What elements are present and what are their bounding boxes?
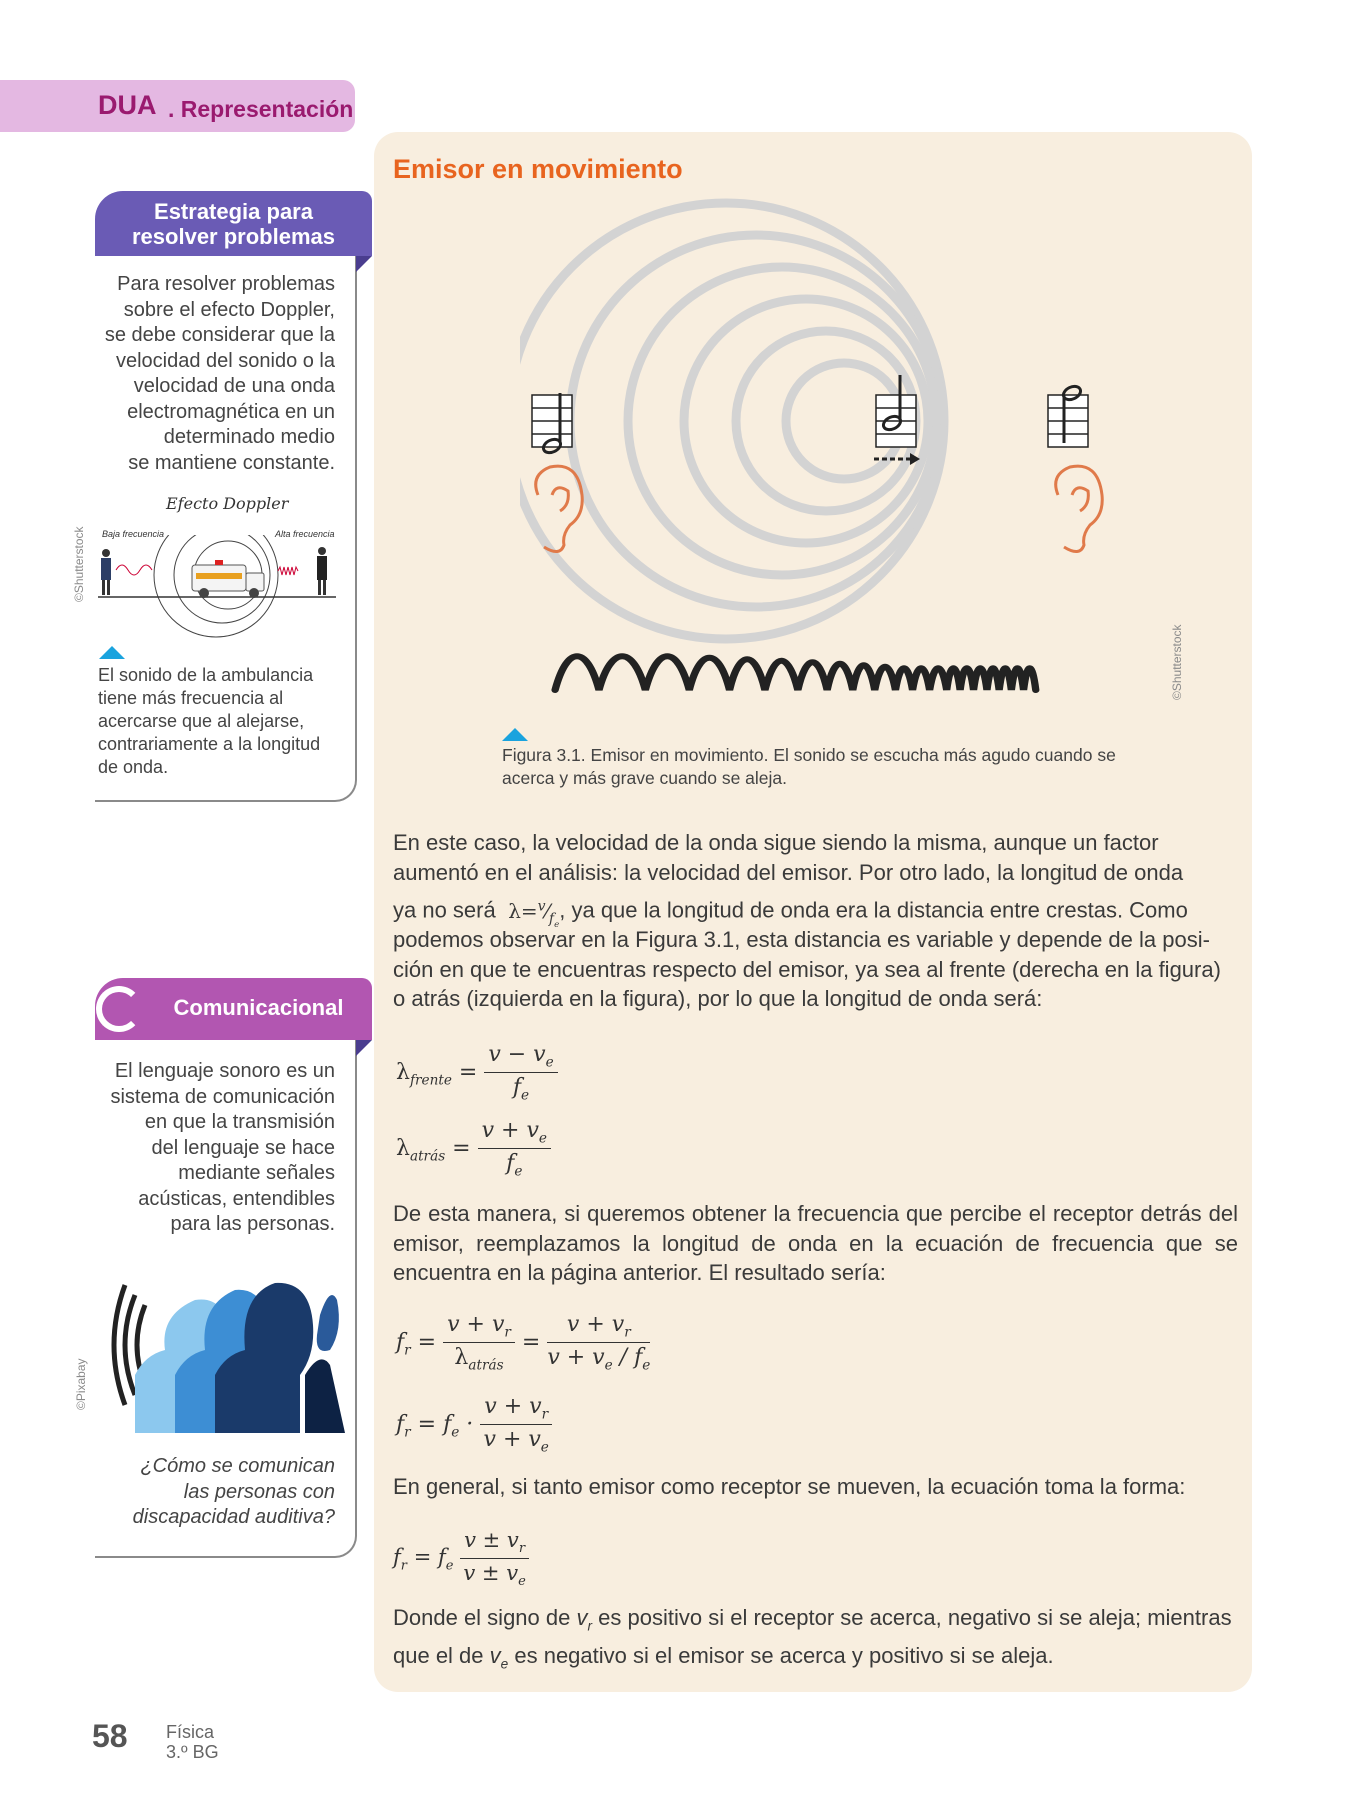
dua-tab	[0, 80, 355, 132]
question-line: discapacidad auditiva?	[132, 1506, 335, 1528]
strategy-line: electromagnética en un	[127, 400, 335, 423]
fr-equation-2: $f_r = f_e$ · $\frac{v + v_r}{v + v_e}$	[396, 1394, 552, 1456]
strategy-line: sobre el efecto Doppler,	[123, 298, 335, 321]
strategy-line: velocidad del sonido o la	[115, 349, 335, 372]
grade-label: 3.º BG	[166, 1742, 219, 1762]
high-frequency-label: Alta frecuencia	[275, 529, 335, 539]
paragraph-line	[393, 887, 1238, 930]
caption-line: acercarse que al alejarse,	[98, 711, 305, 731]
lambda-back-equation: $\lambda_{atrás}$ = $\frac{v + v_e}{f_e}$	[396, 1118, 551, 1180]
communication-line: en que la transmisión	[144, 1111, 335, 1133]
hearing-people-image	[105, 1255, 345, 1433]
paragraph-fragment: que el de	[393, 1642, 484, 1668]
doppler-caption	[98, 664, 348, 779]
communication-icon	[96, 986, 142, 1032]
paragraph-fragment: es positivo si el receptor se acerca, negativo si se aleja; mientras	[598, 1605, 1232, 1630]
fold-corner	[356, 1040, 372, 1056]
low-frequency-label: Baja frecuencia	[102, 529, 165, 539]
paragraph-line: o atrás (izquierda en la figura), por lo que la longitud de onda será:	[393, 986, 1043, 1011]
pixabay-credit: ©Pixabay	[74, 1358, 88, 1410]
moving-emitter-figure	[520, 195, 1120, 735]
strategy-line: se mantiene constante.	[128, 451, 335, 474]
footer-subject	[166, 1722, 219, 1762]
caption-marker-icon	[99, 646, 125, 659]
caption-line: de onda.	[98, 757, 169, 777]
paragraph-line: podemos observar en la Figura 3.1, esta distancia es variable y depende de la posi-	[393, 927, 1210, 952]
strategy-text	[90, 272, 335, 476]
lambda-front-equation: $\lambda_{frente}$ = $\frac{v - v_e}{f_e}$	[396, 1042, 558, 1104]
doppler-credit: ©Shutterstock	[72, 526, 86, 602]
paragraph-fragment: Donde el signo de	[393, 1605, 571, 1630]
paragraph-1	[393, 828, 1238, 1014]
fr-equation-1: $f_r$ = $\frac{v + v_r}{\lambda_{atrás}}$ = $\frac{v + v_r}{v + v_e / f_e}$	[396, 1312, 651, 1374]
communication-question	[90, 1454, 335, 1531]
vr-symbol: $v_r$	[576, 1605, 593, 1634]
paragraph-line	[393, 1603, 1238, 1641]
strategy-line: determinado medio	[163, 426, 335, 448]
communication-line: acústicas, entendibles	[138, 1187, 335, 1210]
general-doppler-equation: $f_r = f_e$ $\frac{v \pm v_r}{v \pm v_e}$	[393, 1528, 529, 1589]
dua-label: DUA	[98, 90, 157, 120]
paragraph-fragment: es negativo si el emisor se acerca y positivo si se aleja.	[514, 1642, 1054, 1668]
paragraph-fragment: , ya que la longitud de onda era la distancia entre crestas. Como	[559, 897, 1188, 923]
paragraph-fragment: ya no será	[393, 897, 496, 923]
caption-line: tiene más frecuencia al	[98, 688, 284, 708]
strategy-heading-line: Estrategia para	[154, 199, 313, 224]
communication-line: del lenguaje se hace	[151, 1136, 335, 1159]
paragraph-line: aumentó en el análisis: la velocidad del emisor. Por otro lado, la longitud de onda	[393, 859, 1184, 885]
subject-label: Física	[166, 1722, 215, 1742]
question-line: las personas con	[183, 1480, 335, 1503]
figure-caption: Figura 3.1. Emisor en movimiento. El sonido se escucha más agudo cuando se acerca y más grave cuando se aleja.	[502, 745, 1116, 788]
strategy-line: se debe considerar que la	[104, 324, 335, 346]
strategy-heading	[95, 191, 372, 256]
question-line: ¿Cómo se comunican	[140, 1455, 335, 1477]
communication-text	[90, 1059, 335, 1238]
paragraph-line: ción en que te encuentras respecto del emisor, ya sea al frente (derecha en la figura)	[393, 956, 1221, 982]
strategy-line: Para resolver problemas	[117, 273, 335, 295]
ve-symbol: $v_e$	[489, 1642, 509, 1672]
doppler-illustration	[96, 535, 341, 645]
section-title: Emisor en movimiento	[393, 154, 683, 184]
dua-sublabel: . Representación	[168, 96, 354, 122]
paragraph-2: De esta manera, si queremos obtener la frecuencia que percibe el receptor detrás del emisor, reemplazamos la longitud de onda en la ecuación de frecuencia que se encuentra en la página anterior. El resultado sería:	[393, 1201, 1238, 1285]
communication-line: para las personas.	[170, 1213, 335, 1235]
doppler-figure-title: Efecto Doppler	[166, 494, 289, 513]
communication-line: mediante señales	[178, 1162, 335, 1184]
caption-line: El sonido de la ambulancia	[98, 665, 314, 685]
caption-marker-icon	[502, 728, 528, 741]
figure-credit: ©Shutterstock	[1170, 624, 1184, 700]
page-number: 58	[92, 1718, 128, 1754]
strategy-heading-line: resolver problemas	[132, 224, 335, 249]
communication-line: sistema de comunicación	[110, 1085, 335, 1108]
paragraph-3: En general, si tanto emisor como receptor se mueven, la ecuación toma la forma:	[393, 1474, 1186, 1499]
lambda-equation: $\lambda=^v⁄_{f_e}$	[501, 898, 560, 930]
communication-heading: Comunicacional	[95, 978, 372, 1040]
caption-line: contrariamente a la longitud	[98, 734, 321, 754]
strategy-line: velocidad de una onda	[133, 375, 335, 397]
paragraph-line: En este caso, la velocidad de la onda sigue siendo la misma, aunque un factor	[393, 830, 1159, 855]
paragraph-4	[393, 1603, 1238, 1679]
communication-line: El lenguaje sonoro es un	[114, 1060, 335, 1082]
paragraph-line	[393, 1641, 1238, 1679]
fold-corner	[356, 256, 372, 272]
